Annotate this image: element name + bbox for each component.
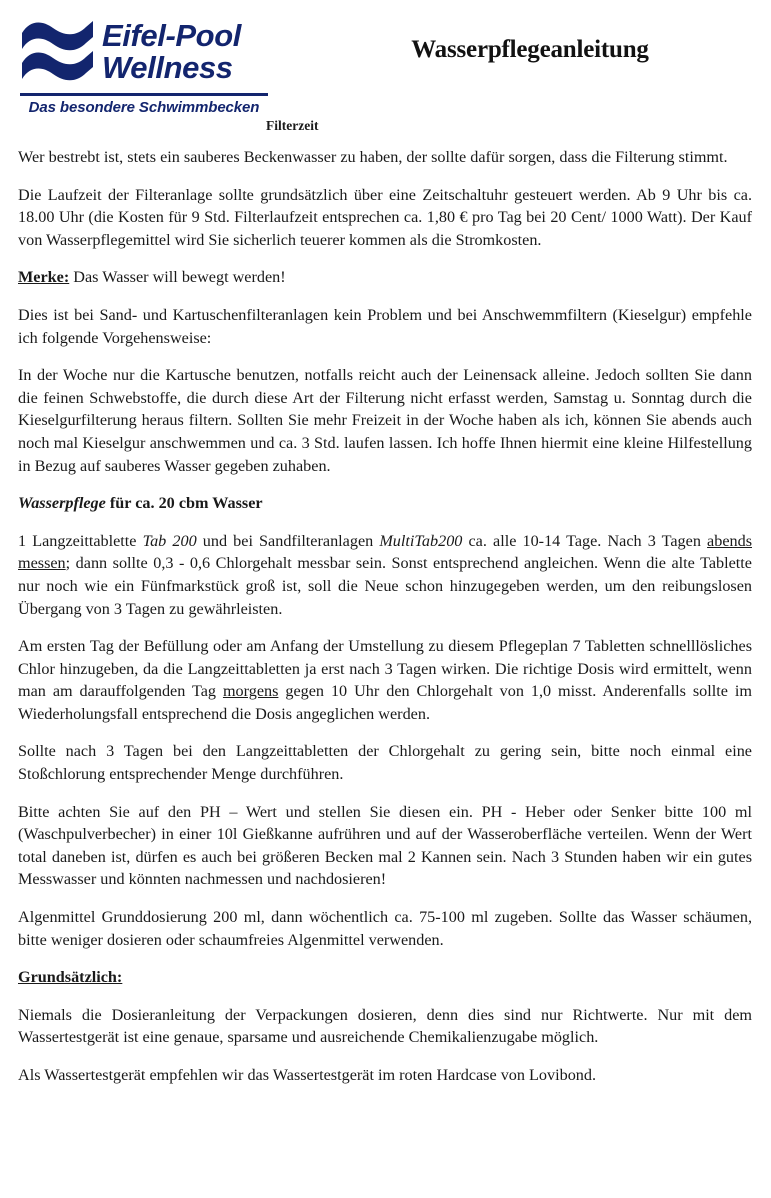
page-title: Wasserpflegeanleitung <box>411 36 649 63</box>
company-logo <box>20 16 270 116</box>
merke-label: Merke: <box>18 268 70 287</box>
p6-part-b: und bei Sandfilteranlagen <box>196 531 380 550</box>
logo-divider <box>20 93 268 96</box>
water-waves-icon <box>20 16 98 88</box>
logo-line-1: Eifel-Pool <box>102 17 241 53</box>
paragraph-algenmittel: Algenmittel Grunddosierung 200 ml, dann wöchentlich ca. 75-100 ml zugeben. Sollte das Wasser schäumen, bitte weniger dosieren oder schaumfreies Algenmittel verwenden. <box>18 908 752 949</box>
paragraph-ph-wert: Bitte achten Sie auf den PH – Wert und stellen Sie diesen ein. PH - Heber oder Senker bitte 100 ml (Waschpulverbecher) in einer 10l Gießkanne aufrühren und auf der Wasseroberfläche verteilen. Wenn der Wert total daneben ist, dürfen es auch bei größeren Becken mal 2 Kannen sein. Nach 3 Stunden haben wir ein gutes Messwasser und könnten nachmessen und nachdosieren! <box>18 802 752 889</box>
product-multitab200: MultiTab200 <box>379 531 463 550</box>
paragraph-intro: Wer bestrebt ist, stets ein sauberes Beckenwasser zu haben, der sollte dafür sorgen, dass die Filterung stimmt. <box>18 148 728 166</box>
product-tab200: Tab 200 <box>142 531 197 550</box>
emphasis-morgens: morgens <box>222 682 279 701</box>
paragraph-stosschlorung: Sollte nach 3 Tagen bei den Langzeittabletten der Chlorgehalt zu gering sein, bitte noch einmal eine Stoßchlorung entsprechender Menge durchführen. <box>18 742 752 784</box>
document-body <box>18 118 752 1087</box>
paragraph-filteranlagen: Dies ist bei Sand- und Kartuschenfilteranlagen kein Problem und bei Anschwemmfiltern (Kieselgur) empfehle ich folgende Vorgehensweise: <box>18 305 752 347</box>
logo-line-2: Wellness <box>102 50 233 85</box>
p7-part-b: gegen 10 Uhr den Chlorgehalt von 1,0 misst. Anderenfalls sollte im Wiederholungsfall entsprechend die Dosis angeglichen werden. <box>18 682 752 723</box>
wasserpflege-rest: für ca. 20 cbm Wasser <box>105 494 263 513</box>
paragraph-wassertestgeraet: Als Wassertestgerät empfehlen wir das Wassertestgerät im roten Hardcase von Lovibond. <box>18 1066 597 1084</box>
p6-part-d: ; dann sollte 0,3 - 0,6 Chlorgehalt messbar sein. Sonst entsprechend angleichen. Wenn die alte Tablette nur noch wie ein Fünfmarkstück groß ist, soll die Neue schon hinzugegeben werden, um den reibungslosen Übergang von 3 Tagen zu gewährleisten. <box>18 554 752 618</box>
emphasis-abends-messen: abends messen <box>18 531 752 573</box>
heading-wasserpflege <box>18 492 752 515</box>
paragraph-dosieranleitung: Niemals die Dosieranleitung der Verpackungen dosieren, denn dies sind nur Richtwerte. Nur mit dem Wassertestgerät ist eine genaue, sparsame und ausreichende Chemikalienzugabe möglich. <box>18 1005 752 1047</box>
heading-filterzeit: Filterzeit <box>266 118 319 133</box>
wasserpflege-italic: Wasserpflege <box>18 494 106 513</box>
paragraph-kartusche: In der Woche nur die Kartusche benutzen, notfalls reicht auch der Leinensack alleine. Jedoch sollten Sie dann die feinen Schwebstoffe, die durch diese Art der Filterung nicht erfasst werden, Samstag u. Sonntag durch die Kieselgurfilterung heraus filtern. Sollten Sie mehr Freizeit in der Woche haben als ich, können Sie abends auch noch mal Kieselgur anschwemmen und ca. 3 Std. laufen lassen. Ich hoffe Ihnen hiermit eine kleine Hilfestellung in Bezug auf sauberes Wasser gegeben zuhaben. <box>18 366 752 475</box>
p7-part-a: Am ersten Tag der Befüllung oder am Anfang der Umstellung zu diesem Pflegeplan 7 Tabletten schnelllösliches Chlor hinzugeben, da die Langzeittabletten ja erst nach 3 Tagen wirken. Die richtige Dosis wird ermittelt, wenn man am darauffolgenden Tag <box>18 637 752 701</box>
logo-tagline: Das besondere Schwimmbecken <box>28 99 260 116</box>
merke-text: Das Wasser will bewegt werden! <box>69 268 286 287</box>
document-header <box>0 0 771 120</box>
p6-part-c: ca. alle 10-14 Tage. Nach 3 Tagen <box>462 531 708 550</box>
logo-wordmark <box>102 17 241 85</box>
heading-grundsaetzlich <box>18 966 752 989</box>
paragraph-merke <box>18 266 752 289</box>
p6-part-a: 1 Langzeittablette <box>18 531 143 550</box>
paragraph-langzeittablette <box>18 530 752 620</box>
paragraph-erster-tag <box>18 635 752 725</box>
paragraph-laufzeit: Die Laufzeit der Filteranlage sollte grundsätzlich über eine Zeitschaltuhr gesteuert werden. Ab 9 Uhr bis ca. 18.00 Uhr (die Kosten für 9 Std. Filterlaufzeit entsprechen ca. 1,80 € pro Tag bei 20 Cent/ 1000 Watt). Der Kauf von Wasserpflegemittel wird Sie sicherlich teuerer kommen als die Stromkosten. <box>18 185 752 249</box>
grundsaetzlich-label: Grundsätzlich: <box>18 968 123 987</box>
logo-row <box>20 16 270 88</box>
